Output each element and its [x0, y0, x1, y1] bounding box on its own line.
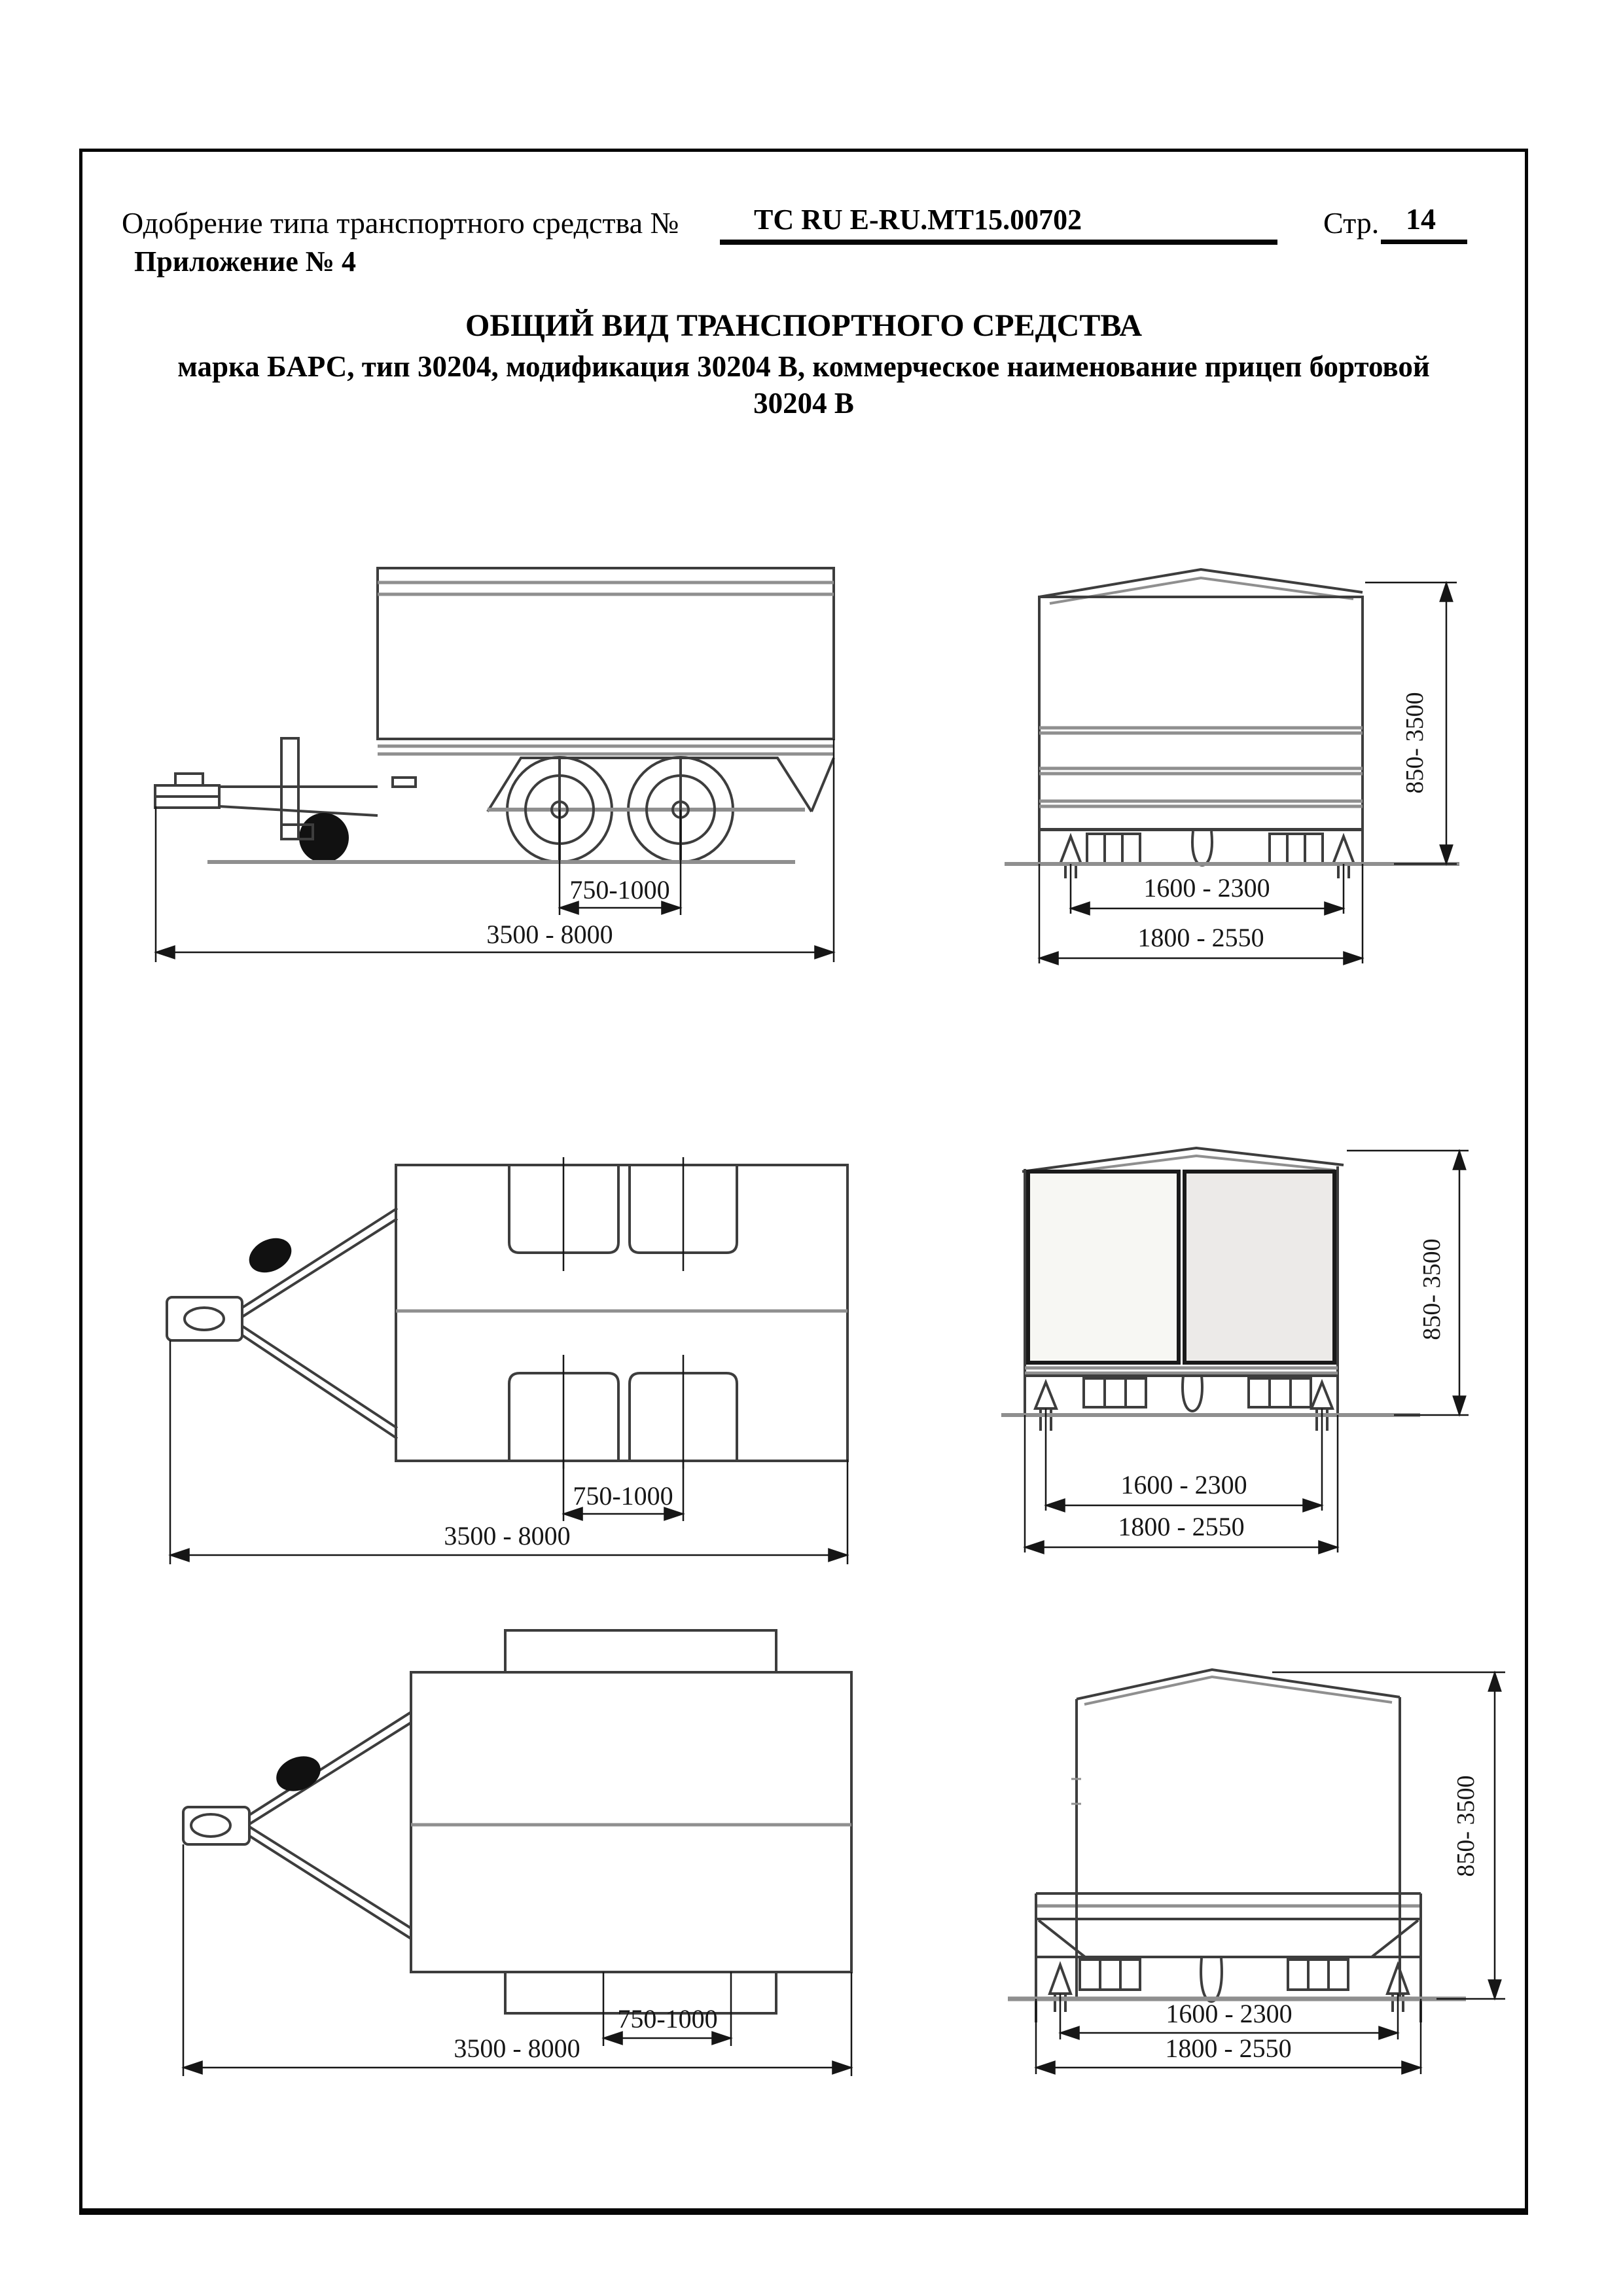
approval-label: Одобрение типа транспортного средства №	[122, 206, 679, 240]
undercarriage	[1025, 1376, 1338, 1431]
door-panel-right	[1185, 1172, 1334, 1363]
page-subtitle-line2: 30204 В	[753, 387, 854, 420]
dim-axle-spacing: 750-1000	[617, 2004, 718, 2034]
jockey-wheel	[271, 1750, 326, 1798]
dim-overall-height: 850- 3500	[1401, 692, 1429, 794]
drawing-rear-view-doors	[1001, 1139, 1512, 1564]
trailer-body-top	[411, 1630, 851, 2013]
road-wheels	[488, 757, 805, 862]
dim-overall-length: 3500 - 8000	[454, 2034, 580, 2063]
page-number-underline	[1381, 240, 1467, 244]
dim-track: 1600 - 2300	[1143, 873, 1270, 903]
jockey-wheel	[243, 1232, 297, 1280]
drawing-side-view	[131, 550, 851, 975]
hitch-ring	[185, 1308, 224, 1330]
dim-overall-width: 1800 - 2550	[1118, 1512, 1245, 1541]
tent-body-rear	[1071, 1670, 1400, 1893]
drawing-rear-view-platform	[1008, 1610, 1531, 2081]
dim-track: 1600 - 2300	[1120, 1470, 1247, 1499]
fender-top	[505, 1630, 776, 1672]
drawing-rear-view-tent	[1001, 556, 1505, 969]
dim-overall-width: 1800 - 2550	[1137, 923, 1264, 952]
page-subtitle-line1: марка БАРС, тип 30204, модификация 30204 В, коммерческое наименование прицеп бортовой	[177, 350, 1430, 383]
trailer-body-side	[378, 568, 834, 812]
trailer-body-top	[396, 1157, 847, 1469]
drawing-top-view-platform	[164, 1604, 883, 2108]
undercarriage	[1039, 829, 1363, 878]
dim-axle-spacing: 750-1000	[569, 875, 670, 905]
dim-overall-length: 3500 - 8000	[444, 1521, 571, 1551]
dim-overall-height: 850- 3500	[1418, 1238, 1446, 1340]
tent-body-rear	[1039, 569, 1363, 829]
drawbar-top	[183, 1712, 411, 1939]
page-number: 14	[1406, 202, 1436, 236]
door-panel-left	[1028, 1172, 1179, 1363]
hitch-ring	[191, 1814, 230, 1837]
approval-number-underline	[720, 240, 1277, 245]
dim-axle-spacing: 750-1000	[573, 1481, 673, 1511]
tow-hook	[1201, 1958, 1222, 2001]
dim-track: 1600 - 2300	[1166, 1999, 1293, 2028]
approval-number: ТС RU E-RU.MT15.00702	[754, 204, 1082, 236]
page-number-label: Стр.	[1323, 206, 1380, 240]
tow-hook	[1192, 831, 1212, 865]
page-title: ОБЩИЙ ВИД ТРАНСПОРТНОГО СРЕДСТВА	[465, 308, 1142, 343]
dim-overall-length: 3500 - 8000	[486, 920, 613, 949]
hitch-coupler	[183, 1807, 249, 1844]
dim-overall-height: 850- 3500	[1452, 1775, 1480, 1877]
drawbar-side	[155, 774, 416, 816]
appendix-label: Приложение № 4	[134, 245, 356, 278]
tow-hook	[1183, 1376, 1202, 1411]
hitch-coupler	[167, 1297, 242, 1340]
drawing-top-view	[151, 1132, 870, 1571]
dim-overall-width: 1800 - 2550	[1165, 2034, 1292, 2063]
